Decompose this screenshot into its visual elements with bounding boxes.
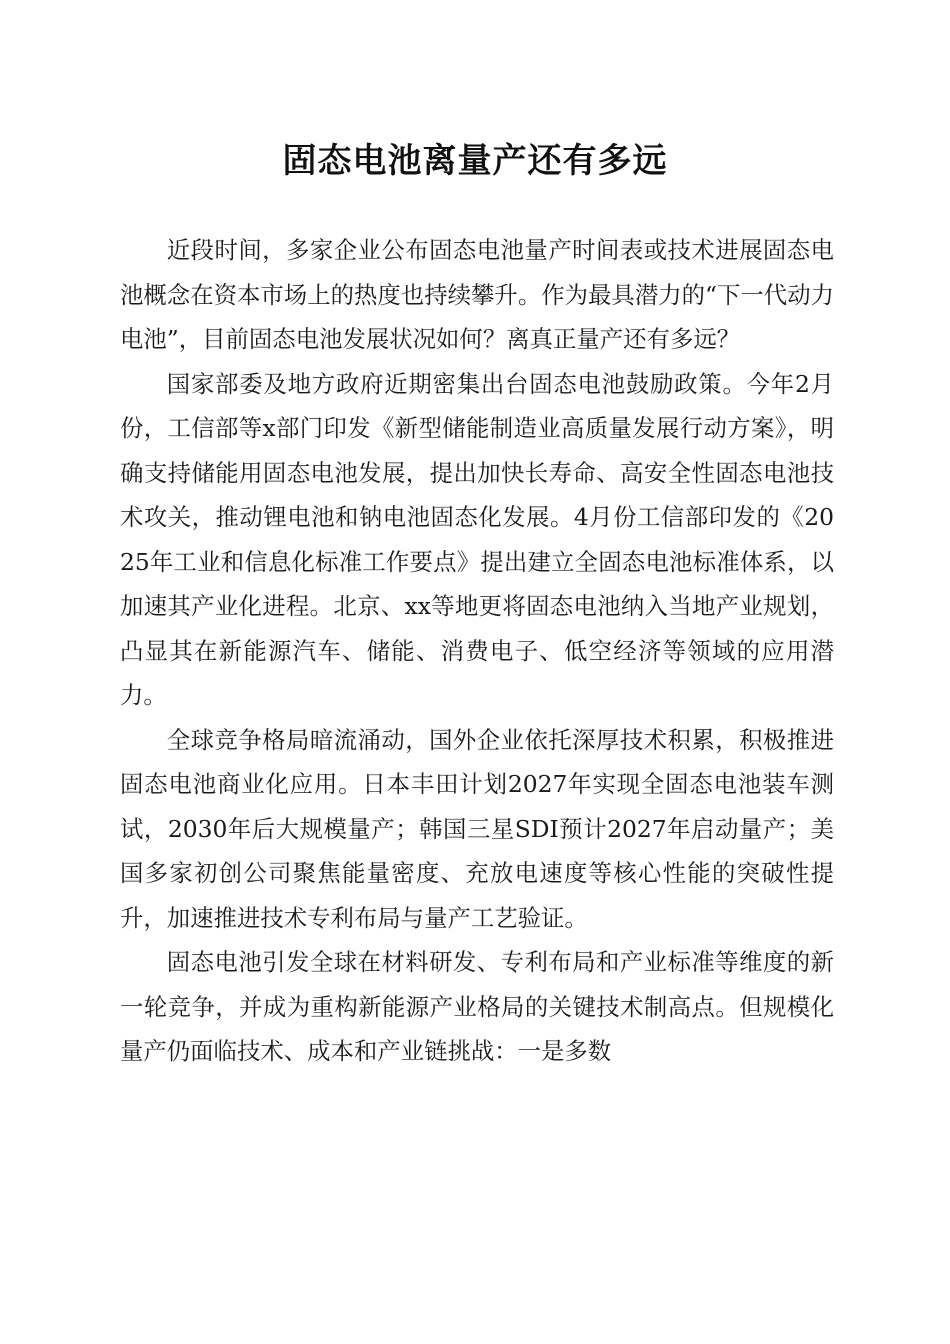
- document-title: 固态电池离量产还有多远: [282, 141, 668, 181]
- paragraph-policy: 国家部委及地方政府近期密集出台固态电池鼓励政策。今年2月份，工信部等x部门印发《新型储能制造业高质量发展行动方案》，明确支持储能用固态电池发展，提出加快长寿命、高安全性固态电池技术攻关，推动锂电池和钠电池固态化发展。4月份工信部印发的《2025年工业和信息化标准工作要点》提出建立全固态电池标准体系，以加速其产业化进程。北京、xx等地更将固态电池纳入当地产业规划，凸显其在新能源汽车、储能、消费电子、低空经济等领域的应用潜力。: [120, 369, 834, 709]
- paragraph-intro: 近段时间，多家企业公布固态电池量产时间表或技术进展固态电池概念在资本市场上的热度也持续攀升。作为最具潜力的“下一代动力电池”，目前固态电池发展状况如何？离真正量产还有多远？: [120, 236, 834, 353]
- document-body: [120, 228, 834, 1074]
- paragraph-challenges: 固态电池引发全球在材料研发、专利布局和产业标准等维度的新一轮竞争，并成为重构新能源产业格局的关键技术制高点。但规模化量产仍面临技术、成本和产业链挑战：一是多数: [120, 948, 834, 1065]
- paragraph-global-competition: 全球竞争格局暗流涌动，国外企业依托深厚技术积累，积极推进固态电池商业化应用。日本丰田计划2027年实现全固态电池装车测试，2030年后大规模量产；韩国三星SDI预计2027年启动量产；美国多家初创公司聚焦能量密度、充放电速度等核心性能的突破性提升，加速推进技术专利布局与量产工艺验证。: [120, 725, 834, 932]
